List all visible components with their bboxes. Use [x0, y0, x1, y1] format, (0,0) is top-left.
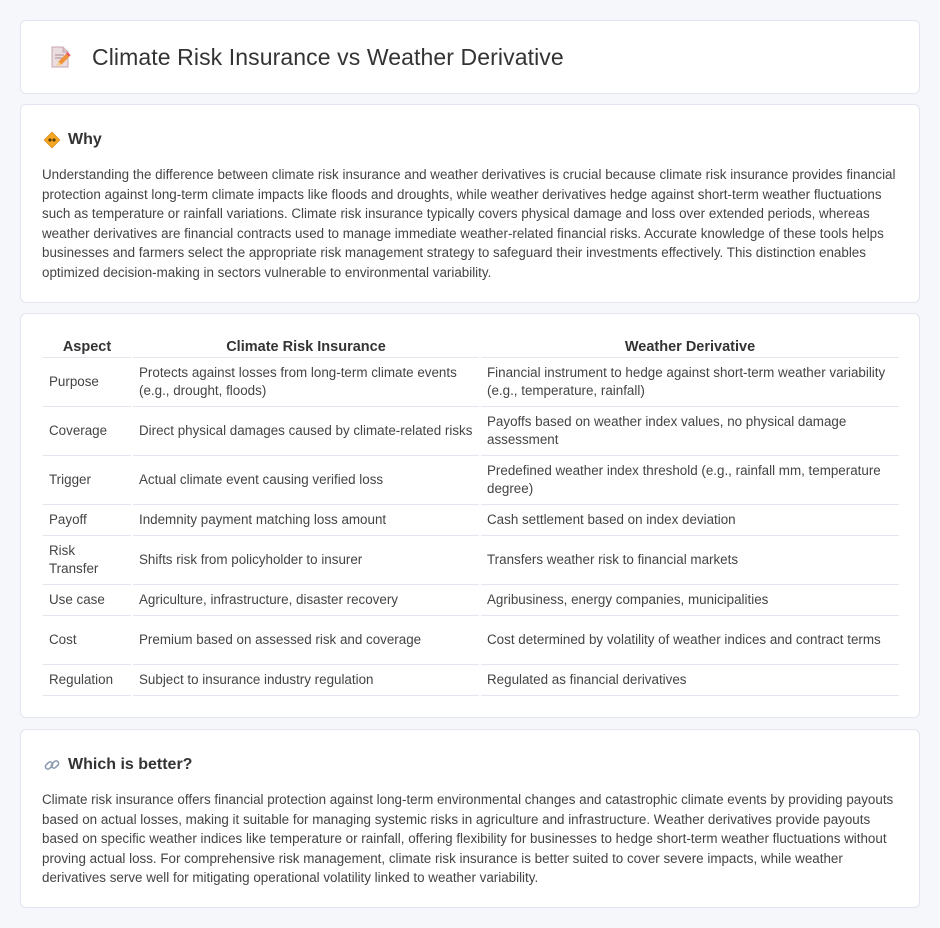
- aspect-cell: Coverage: [43, 407, 131, 456]
- diamond-sign-icon: [43, 131, 61, 149]
- climate-insurance-cell: Protects against losses from long-term climate events (e.g., drought, floods): [133, 358, 479, 407]
- weather-derivative-cell: Regulated as financial derivatives: [481, 665, 899, 696]
- table-row: [43, 585, 899, 616]
- weather-derivative-cell: Cost determined by volatility of weather indices and contract terms: [481, 616, 899, 665]
- weather-derivative-cell: Agribusiness, energy companies, municipalities: [481, 585, 899, 616]
- aspect-cell: Cost: [43, 616, 131, 665]
- comparison-table-card: [20, 313, 920, 718]
- why-title: Why: [68, 130, 102, 148]
- aspect-cell: Risk Transfer: [43, 536, 131, 585]
- header-card: [20, 20, 920, 94]
- aspect-cell: Use case: [43, 585, 131, 616]
- which-is-better-title: Which is better?: [68, 755, 193, 773]
- column-header-climate-risk-insurance: Climate Risk Insurance: [133, 336, 479, 358]
- column-header-aspect: Aspect: [43, 336, 131, 358]
- table-row: [43, 456, 899, 505]
- weather-derivative-cell: Predefined weather index threshold (e.g., rainfall mm, temperature degree): [481, 456, 899, 505]
- aspect-cell: Purpose: [43, 358, 131, 407]
- climate-insurance-cell: Shifts risk from policyholder to insurer: [133, 536, 479, 585]
- page-title: Climate Risk Insurance vs Weather Derivative: [92, 43, 564, 70]
- why-section: [20, 104, 920, 303]
- climate-insurance-cell: Subject to insurance industry regulation: [133, 665, 479, 696]
- which-is-better-section: [20, 729, 920, 908]
- weather-derivative-cell: Cash settlement based on index deviation: [481, 505, 899, 536]
- weather-derivative-cell: Payoffs based on weather index values, no physical damage assessment: [481, 407, 899, 456]
- document-pencil-icon: [47, 44, 73, 70]
- table-row: [43, 505, 899, 536]
- aspect-cell: Payoff: [43, 505, 131, 536]
- aspect-cell: Regulation: [43, 665, 131, 696]
- climate-insurance-cell: Actual climate event causing verified loss: [133, 456, 479, 505]
- weather-derivative-cell: Financial instrument to hedge against short-term weather variability (e.g., temperature, rainfall): [481, 358, 899, 407]
- aspect-cell: Trigger: [43, 456, 131, 505]
- link-icon: [43, 756, 61, 774]
- climate-insurance-cell: Direct physical damages caused by climate-related risks: [133, 407, 479, 456]
- why-text: Understanding the difference between climate risk insurance and weather derivatives is crucial because climate risk insurance provides financial protection against long-term climate impacts like floods and droughts, while weather derivatives hedge against short-term weather fluctuations such as temperature or rainfall variations. Climate risk insurance typically covers physical damage and loss over extended periods, whereas weather derivatives are financial contracts used to manage immediate weather-related financial risks. Accurate knowledge of these tools helps businesses and farmers select the appropriate risk management strategy to safeguard their investments effectively. This distinction enables optimized decision-making in sectors vulnerable to environmental variability.: [42, 167, 896, 280]
- table-row: [43, 616, 899, 665]
- column-header-weather-derivative: Weather Derivative: [481, 336, 899, 358]
- table-row: [43, 358, 899, 407]
- table-row: [43, 665, 899, 696]
- climate-insurance-cell: Premium based on assessed risk and coverage: [133, 616, 479, 665]
- climate-insurance-cell: Indemnity payment matching loss amount: [133, 505, 479, 536]
- table-header-row: [43, 336, 899, 358]
- which-is-better-text: Climate risk insurance offers financial protection against long-term environmental changes and catastrophic climate events by providing payouts based on actual losses, making it suitable for managing systemic risks in agriculture and infrastructure. Weather derivatives provide payouts based on specific weather indices like temperature or rainfall, offering flexibility for businesses to hedge short-term weather fluctuations without proving actual loss. For comprehensive risk management, climate risk insurance is better suited to cover severe impacts, while weather derivatives serve well for mitigating operational volatility linked to weather variability.: [42, 792, 894, 885]
- weather-derivative-cell: Transfers weather risk to financial markets: [481, 536, 899, 585]
- table-row: [43, 536, 899, 585]
- table-row: [43, 407, 899, 456]
- climate-insurance-cell: Agriculture, infrastructure, disaster recovery: [133, 585, 479, 616]
- comparison-table: [41, 336, 901, 696]
